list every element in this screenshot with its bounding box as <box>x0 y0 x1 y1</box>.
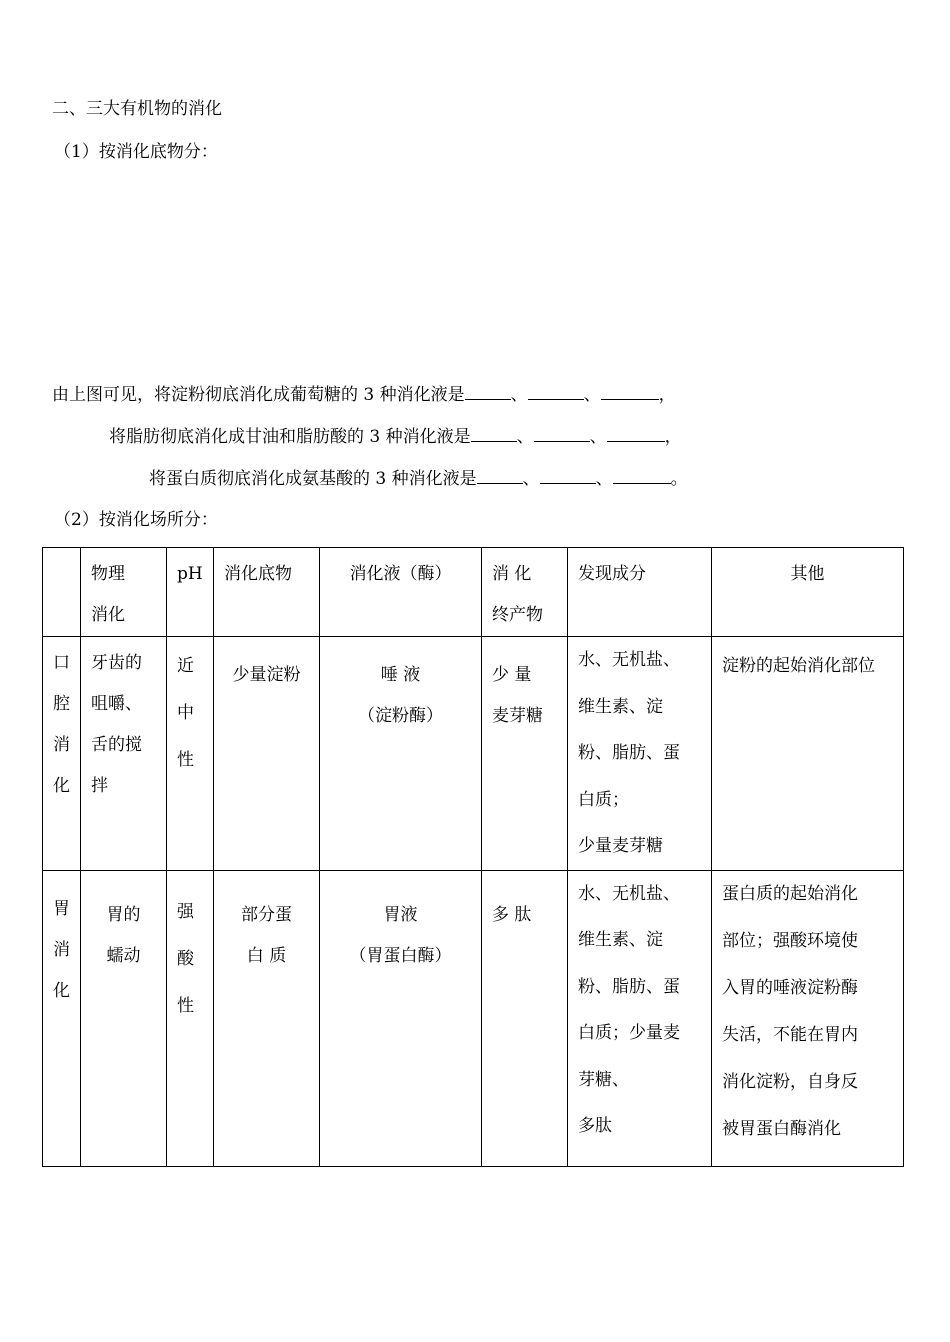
cell-juice-mouth: 唾 液 （淀粉酶） <box>320 637 482 871</box>
answer-blank[interactable] <box>528 385 584 400</box>
header-cell-found: 发现成分 <box>568 548 712 637</box>
separator: 、 <box>589 427 607 447</box>
line-end-punct: 。 <box>670 469 688 489</box>
answer-blank[interactable] <box>477 469 523 484</box>
cell-juice-stomach: 胃液 （胃蛋白酶） <box>320 870 482 1166</box>
table-header-row <box>43 548 904 637</box>
part1-title: （1）按消化底物分： <box>54 142 218 162</box>
cell-product-stomach: 多 肽 <box>482 870 568 1166</box>
answer-blank[interactable] <box>465 385 511 400</box>
cell-ph-stomach: 强 酸 性 <box>167 870 214 1166</box>
part2-title: （2）按消化场所分： <box>54 510 218 530</box>
answer-blank[interactable] <box>613 469 671 484</box>
cell-substrate-stomach: 部分蛋 白 质 <box>214 870 320 1166</box>
digestion-table <box>42 547 904 1167</box>
header-cell-empty <box>43 548 81 637</box>
blank-line-protein-text: 将蛋白质彻底消化成氨基酸的 3 种消化液是 <box>149 469 477 489</box>
blank-line-protein <box>149 469 688 488</box>
cell-place-stomach: 胃 消 化 <box>43 870 81 1166</box>
separator: 、 <box>510 385 528 405</box>
cell-physical-stomach: 胃的 蠕动 <box>81 870 167 1166</box>
answer-blank[interactable] <box>601 385 659 400</box>
cell-found-mouth: 水、无机盐、 维生素、淀 粉、脂肪、蛋 白质； 少量麦芽糖 <box>568 637 712 871</box>
answer-blank[interactable] <box>607 427 665 442</box>
cell-product-mouth: 少 量 麦芽糖 <box>482 637 568 871</box>
cell-place-mouth: 口 腔 消 化 <box>43 637 81 871</box>
cell-other-stomach: 蛋白质的起始消化 部位；强酸环境使 入胃的唾液淀粉酶 失活，不能在胃内 消化淀粉，自身反 被胃蛋白酶消化 <box>712 870 904 1166</box>
cell-ph-mouth: 近 中 性 <box>167 637 214 871</box>
blank-line-fat-text: 将脂肪彻底消化成甘油和脂肪酸的 3 种消化液是 <box>109 427 471 447</box>
cell-substrate-mouth: 少量淀粉 <box>214 637 320 871</box>
blank-line-starch-text: 由上图可见，将淀粉彻底消化成葡萄糖的 3 种消化液是 <box>52 385 465 405</box>
header-cell-substrate: 消化底物 <box>214 548 320 637</box>
section-heading: 二、三大有机物的消化 <box>52 99 222 119</box>
header-cell-juice: 消化液（酶） <box>320 548 482 637</box>
separator: 、 <box>595 469 613 489</box>
table-row-stomach <box>43 870 904 1166</box>
blank-line-fat <box>109 427 682 446</box>
cell-found-stomach: 水、无机盐、 维生素、淀 粉、脂肪、蛋 白质；少量麦 芽糖、 多肽 <box>568 870 712 1166</box>
header-cell-product: 消 化 终产物 <box>482 548 568 637</box>
table-row-mouth <box>43 637 904 871</box>
answer-blank[interactable] <box>471 427 517 442</box>
separator: 、 <box>522 469 540 489</box>
line-end-punct: ， <box>664 427 682 447</box>
header-cell-other: 其他 <box>712 548 904 637</box>
cell-other-mouth: 淀粉的起始消化部位 <box>712 637 904 871</box>
answer-blank[interactable] <box>534 427 590 442</box>
header-cell-physical: 物理 消化 <box>81 548 167 637</box>
header-cell-ph: pH <box>167 548 214 637</box>
cell-physical-mouth: 牙齿的 咀嚼、 舌的搅 拌 <box>81 637 167 871</box>
blank-line-starch <box>52 385 676 404</box>
separator: 、 <box>516 427 534 447</box>
answer-blank[interactable] <box>540 469 596 484</box>
line-end-punct: ， <box>658 385 676 405</box>
separator: 、 <box>583 385 601 405</box>
